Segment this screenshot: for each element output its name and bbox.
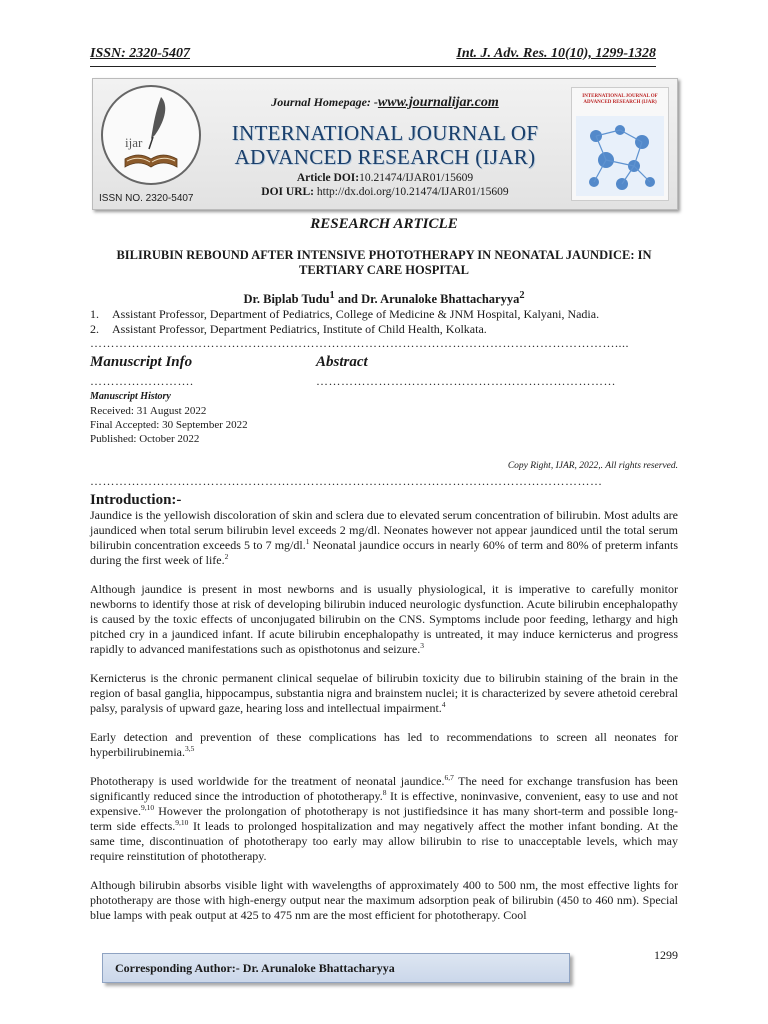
abstract-heading: Abstract bbox=[316, 354, 368, 370]
corresponding-author-box bbox=[102, 953, 570, 983]
doi-url-link[interactable]: http://dx.doi.org/10.21474/IJAR01/15609 bbox=[316, 186, 509, 198]
affiliations bbox=[90, 307, 599, 337]
manuscript-info-heading: Manuscript Info bbox=[90, 354, 193, 370]
separator-dots: ……………………………………………………………… bbox=[316, 374, 616, 388]
page-number: 1299 bbox=[654, 948, 678, 962]
separator-dots: …………………………………………………………………………………………………………… bbox=[90, 474, 603, 488]
introduction-heading: Introduction:- bbox=[90, 492, 182, 508]
homepage-link[interactable]: www.journalijar.com bbox=[377, 95, 499, 110]
manuscript-history: Manuscript History Received: 31 August 2022 Final Accepted: 30 September 2022 Published: October 2022 bbox=[90, 391, 248, 445]
article-title: BILIRUBIN REBOUND AFTER INTENSIVE PHOTOTHERAPY IN NEONATAL JAUNDICE: IN TERTIARY CARE HOSPITAL bbox=[116, 248, 652, 277]
paragraph: Kernicterus is the chronic permanent clinical sequelae of bilirubin toxicity due to bilirubin staining of the brain in the region of basal ganglia, hippocampus, substantia nigra and brainstem nuclei; it is characterized by severe athetoid cerebral palsy, paralysis of upward gaze, hearing loss and intellectual impairment.$^4$ bbox=[90, 671, 678, 715]
affiliation-item: 1. Assistant Professor, Department of Pediatrics, College of Medicine & JNM Hospital, Kalyani, Nadia. bbox=[90, 307, 600, 321]
authors: Dr. Biplab Tudu$^1$ and Dr. Arunaloke Bhattacharyya$^2$ bbox=[243, 290, 525, 307]
issn-header: ISSN: 2320-5407 bbox=[90, 46, 190, 61]
cover-molecule-icon bbox=[576, 116, 664, 196]
journal-title: INTERNATIONAL JOURNAL OF ADVANCED RESEARCH (IJAR) bbox=[231, 121, 539, 169]
separator-dots: ……………………. bbox=[90, 374, 194, 388]
svg-text:ijar: ijar bbox=[125, 135, 143, 150]
introduction-body bbox=[90, 508, 678, 937]
affiliation-item: 2. Assistant Professor, Department Pediatrics, Institute of Child Health, Kolkata. bbox=[90, 322, 487, 336]
paragraph: Early detection and prevention of these complications has led to recommendations to screen all neonates for hyperbilirubinemia.$^{3,5}$ bbox=[90, 730, 678, 759]
paragraph: Although bilirubin absorbs visible light with wavelengths of approximately 400 to 500 nm, the most effective lights for phototherapy are those with high-energy output near the maximum adsorption peak of bilirubin (450 to 460 nm). Special blue lamps with peak output at 425 to 475 nm are the most efficient for phototherapy. Cool bbox=[90, 878, 678, 922]
paragraph: Phototherapy is used worldwide for the treatment of neonatal jaundice.$^{6,7}$ The need for exchange transfusion has been significantly reduced since the introduction of phototherapy.$^8$ It is effective, noninvasive, convenient, easy to use and not expensive.$^{9,10}$ However the prolongation of phototherapy is not justifiedsince it has many short-term and possible long-term side effects.$^{9,10}$ It leads to prolonged hospitalization and may negatively affect the mother infant bonding. At the same time, discontinuation of phototherapy too early may allow bilirubin to rise to unacceptable levels, which may require reinstitution of phototherapy. bbox=[90, 773, 679, 863]
corresponding-author: Corresponding Author:- Dr. Arunaloke Bhattacharyya bbox=[115, 961, 395, 975]
issn-number: ISSN NO. 2320-5407 bbox=[99, 193, 194, 204]
journal-banner bbox=[92, 78, 678, 210]
article-type: RESEARCH ARTICLE bbox=[310, 216, 458, 232]
journal-cover-thumbnail: INTERNATIONAL JOURNAL OF ADVANCED RESEARCH (IJAR) bbox=[571, 87, 669, 201]
journal-reference: Int. J. Adv. Res. 10(10), 1299-1328 bbox=[456, 46, 656, 61]
doi-block: Article DOI:10.21474/IJAR01/15609 DOI URL: http://dx.doi.org/10.21474/IJAR01/15609 bbox=[261, 172, 509, 198]
copyright-notice: Copy Right, IJAR, 2022,. All rights reserved. bbox=[507, 461, 678, 471]
journal-homepage: Journal Homepage: -www.journalijar.com bbox=[271, 95, 499, 110]
paragraph: Although jaundice is present in most newborns and is usually physiological, it is imperative to carefully monitor newborns to identify those at risk of developing bilirubin induced neurologic dysfunction. Acute bilirubin encephalopathy is caused by the toxic effects of unconjugated bilirubin on the CNS. Symptoms include poor feeding, lethargy and high pitched cry in a jaundiced infant. If acute bilirubin encephalopathy is untreated, it may induce kernicterus and progress rapidly to advanced manifestations such as opisthotonus and seizure.$^3$ bbox=[90, 582, 678, 656]
article-doi: 10.21474/IJAR01/15609 bbox=[359, 172, 474, 184]
separator-dots: ……………………………………………………………………………………………………………….... bbox=[90, 336, 629, 350]
paragraph: Jaundice is the yellowish discoloration of skin and sclera due to elevated serum concentration of bilirubin. Most adults are jaundiced when total serum bilirubin level exceeds 2 mg/dl. Neonates however not appear jaundiced until the total serum bilirubin concentration exceeds 5 to 7 mg/dl.$^1$ Neonatal jaundice occurs in nearly 60% of term and 80% of preterm infants during the first week of life.$^2$ bbox=[90, 508, 678, 567]
